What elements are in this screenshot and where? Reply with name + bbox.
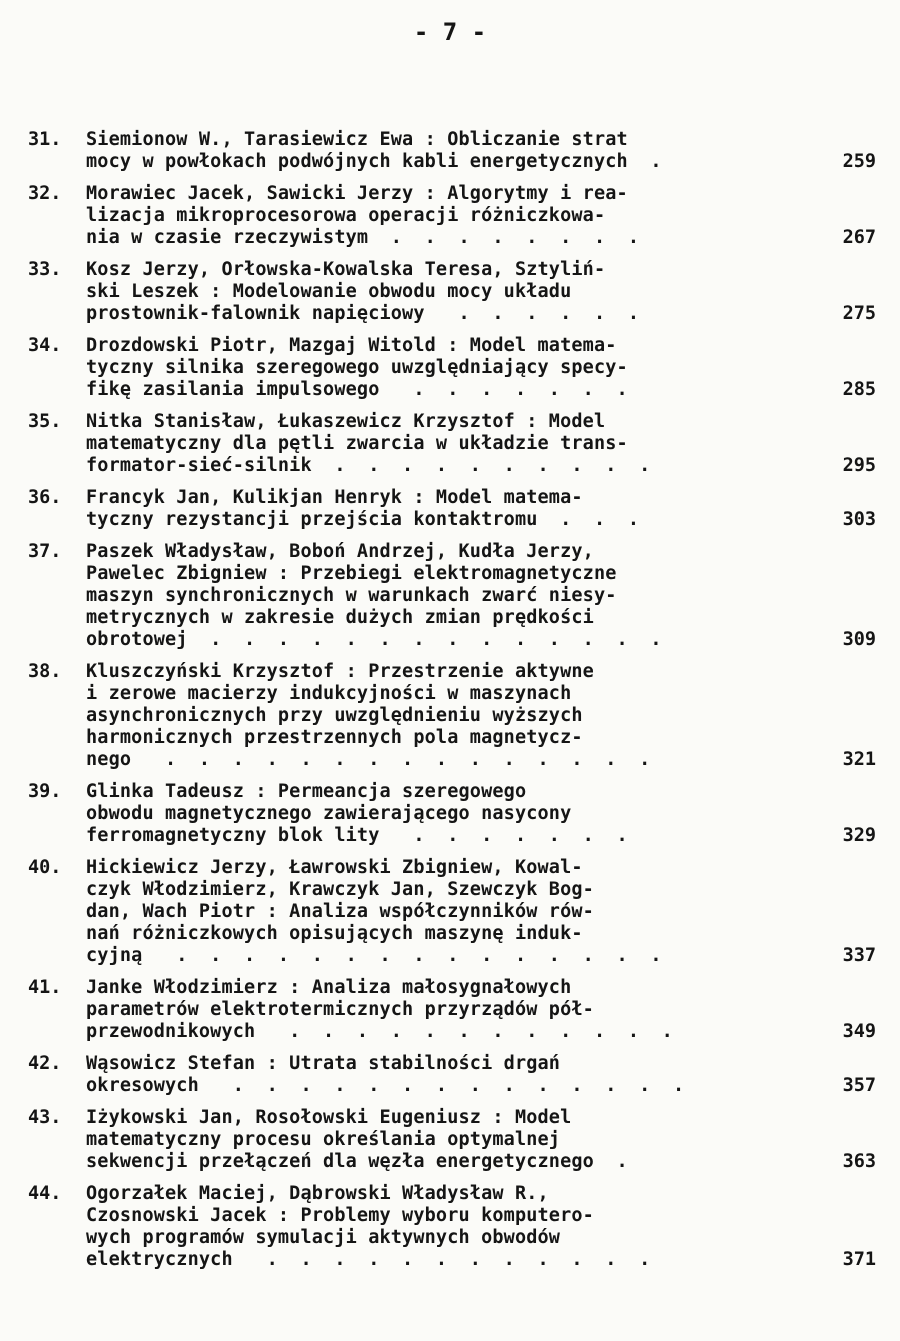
entry-number: 44.: [28, 1183, 62, 1204]
entry-line: czyk Włodzimierz, Krawczyk Jan, Szewczyk Bog-: [86, 879, 594, 900]
entry-line: Wąsowicz Stefan : Utrata stabilności drgań: [86, 1053, 561, 1074]
entry-line: maszyn synchronicznych w warunkach zwarć niesy-: [86, 585, 617, 606]
entry-number: 31.: [28, 129, 62, 150]
toc-entry: [28, 411, 888, 477]
toc-entry: [28, 541, 888, 651]
entry-line: ski Leszek : Modelowanie obwodu mocy układu: [86, 281, 572, 302]
entry-number: 33.: [28, 259, 62, 280]
entry-line: Nitka Stanisław, Łukaszewicz Krzysztof : Model: [86, 411, 606, 432]
entry-page-number: 329: [842, 825, 876, 846]
entry-page-number: 363: [842, 1151, 876, 1172]
entry-line: matematyczny dla pętli zwarcia w układzie trans-: [86, 433, 628, 454]
entry-text: [86, 1107, 746, 1173]
entry-text: [86, 781, 746, 847]
entry-line: Kosz Jerzy, Orłowska-Kowalska Teresa, Sztyliń-: [86, 259, 606, 280]
entry-page-number: 267: [842, 227, 876, 248]
entry-text: [86, 977, 746, 1043]
entry-line: parametrów elektrotermicznych przyrządów pół-: [86, 999, 594, 1020]
entry-line: formator-sieć-silnik . . . . . . . . . .: [86, 455, 651, 476]
entry-line: i zerowe macierzy indukcyjności w maszynach: [86, 683, 572, 704]
toc-entry: [28, 259, 888, 325]
entry-number: 34.: [28, 335, 62, 356]
entry-line: tyczny rezystancji przejścia kontaktromu . . .: [86, 509, 640, 530]
entry-number: 42.: [28, 1053, 62, 1074]
entry-page-number: 303: [842, 509, 876, 530]
entry-line: harmonicznych przestrzennych pola magnetycz-: [86, 727, 583, 748]
entry-text: [86, 259, 746, 325]
entry-line: sekwencji przełączeń dla węzła energetycznego .: [86, 1151, 628, 1172]
entry-number: 36.: [28, 487, 62, 508]
entry-page-number: 321: [842, 749, 876, 770]
entry-page-number: 285: [842, 379, 876, 400]
entry-number: 40.: [28, 857, 62, 878]
entry-number: 43.: [28, 1107, 62, 1128]
entry-line: matematyczny procesu określania optymalnej: [86, 1129, 561, 1150]
entry-text: [86, 335, 746, 401]
toc-entry: [28, 183, 888, 249]
page-number: - 7 -: [413, 18, 487, 46]
toc-entry: [28, 335, 888, 401]
entry-line: elektrycznych . . . . . . . . . . . .: [86, 1249, 651, 1270]
toc-entry: [28, 1107, 888, 1173]
entry-line: przewodnikowych . . . . . . . . . . . .: [86, 1021, 673, 1042]
entry-text: [86, 129, 746, 173]
toc-entry: [28, 781, 888, 847]
toc-entry: [28, 1183, 888, 1271]
entry-line: Morawiec Jacek, Sawicki Jerzy : Algorytmy i rea-: [86, 183, 628, 204]
entry-line: cyjną . . . . . . . . . . . . . . .: [86, 945, 662, 966]
entry-text: [86, 411, 746, 477]
entry-number: 41.: [28, 977, 62, 998]
entry-line: lizacja mikroprocesorowa operacji różniczkowa-: [86, 205, 606, 226]
table-of-contents: [28, 129, 888, 1281]
entry-line: Glinka Tadeusz : Permeancja szeregowego: [86, 781, 527, 802]
entry-text: [86, 183, 746, 249]
entry-line: Drozdowski Piotr, Mazgaj Witold : Model matema-: [86, 335, 617, 356]
entry-line: nań różniczkowych opisujących maszynę induk-: [86, 923, 583, 944]
entry-line: ferromagnetyczny blok lity . . . . . . .: [86, 825, 628, 846]
entry-line: dan, Wach Piotr : Analiza współczynników rów-: [86, 901, 594, 922]
entry-text: [86, 541, 746, 651]
entry-line: okresowych . . . . . . . . . . . . . .: [86, 1075, 685, 1096]
entry-number: 35.: [28, 411, 62, 432]
entry-text: [86, 661, 746, 771]
entry-line: Czosnowski Jacek : Problemy wyboru komputero-: [86, 1205, 594, 1226]
entry-text: [86, 1053, 746, 1097]
entry-number: 32.: [28, 183, 62, 204]
entry-page-number: 349: [842, 1021, 876, 1042]
entry-page-number: 309: [842, 629, 876, 650]
entry-line: Hickiewicz Jerzy, Ławrowski Zbigniew, Kowal-: [86, 857, 583, 878]
entry-line: obrotowej . . . . . . . . . . . . . .: [86, 629, 662, 650]
entry-page-number: 295: [842, 455, 876, 476]
entry-line: Ogorzałek Maciej, Dąbrowski Władysław R.,: [86, 1183, 549, 1204]
entry-line: nia w czasie rzeczywistym . . . . . . . .: [86, 227, 640, 248]
entry-page-number: 357: [842, 1075, 876, 1096]
entry-text: [86, 487, 746, 531]
entry-line: mocy w powłokach podwójnych kabli energetycznych .: [86, 151, 662, 172]
toc-entry: [28, 487, 888, 531]
entry-line: asynchronicznych przy uwzględnieniu wyższych: [86, 705, 583, 726]
entry-page-number: 371: [842, 1249, 876, 1270]
entry-line: Francyk Jan, Kulikjan Henryk : Model matema-: [86, 487, 583, 508]
entry-line: wych programów symulacji aktywnych obwodów: [86, 1227, 561, 1248]
entry-line: Paszek Władysław, Boboń Andrzej, Kudła Jerzy,: [86, 541, 594, 562]
toc-entry: [28, 857, 888, 967]
toc-entry: [28, 129, 888, 173]
entry-page-number: 259: [842, 151, 876, 172]
entry-line: fikę zasilania impulsowego . . . . . . .: [86, 379, 628, 400]
entry-page-number: 275: [842, 303, 876, 324]
entry-line: Janke Włodzimierz : Analiza małosygnałowych: [86, 977, 572, 998]
toc-entry: [28, 661, 888, 771]
entry-line: metrycznych w zakresie dużych zmian prędkości: [86, 607, 594, 628]
entry-line: Siemionow W., Tarasiewicz Ewa : Obliczanie strat: [86, 129, 628, 150]
entry-line: tyczny silnika szeregowego uwzględniający specy-: [86, 357, 628, 378]
entry-text: [86, 857, 746, 967]
entry-line: Kluszczyński Krzysztof : Przestrzenie aktywne: [86, 661, 594, 682]
entry-line: Pawelec Zbigniew : Przebiegi elektromagnetyczne: [86, 563, 617, 584]
entry-page-number: 337: [842, 945, 876, 966]
entry-number: 37.: [28, 541, 62, 562]
toc-entry: [28, 977, 888, 1043]
toc-entry: [28, 1053, 888, 1097]
entry-number: 38.: [28, 661, 62, 682]
entry-line: obwodu magnetycznego zawierającego nasycony: [86, 803, 572, 824]
entry-line: Iżykowski Jan, Rosołowski Eugeniusz : Model: [86, 1107, 572, 1128]
entry-text: [86, 1183, 746, 1271]
entry-number: 39.: [28, 781, 62, 802]
entry-line: prostownik-falownik napięciowy . . . . . .: [86, 303, 640, 324]
entry-line: nego . . . . . . . . . . . . . . .: [86, 749, 651, 770]
